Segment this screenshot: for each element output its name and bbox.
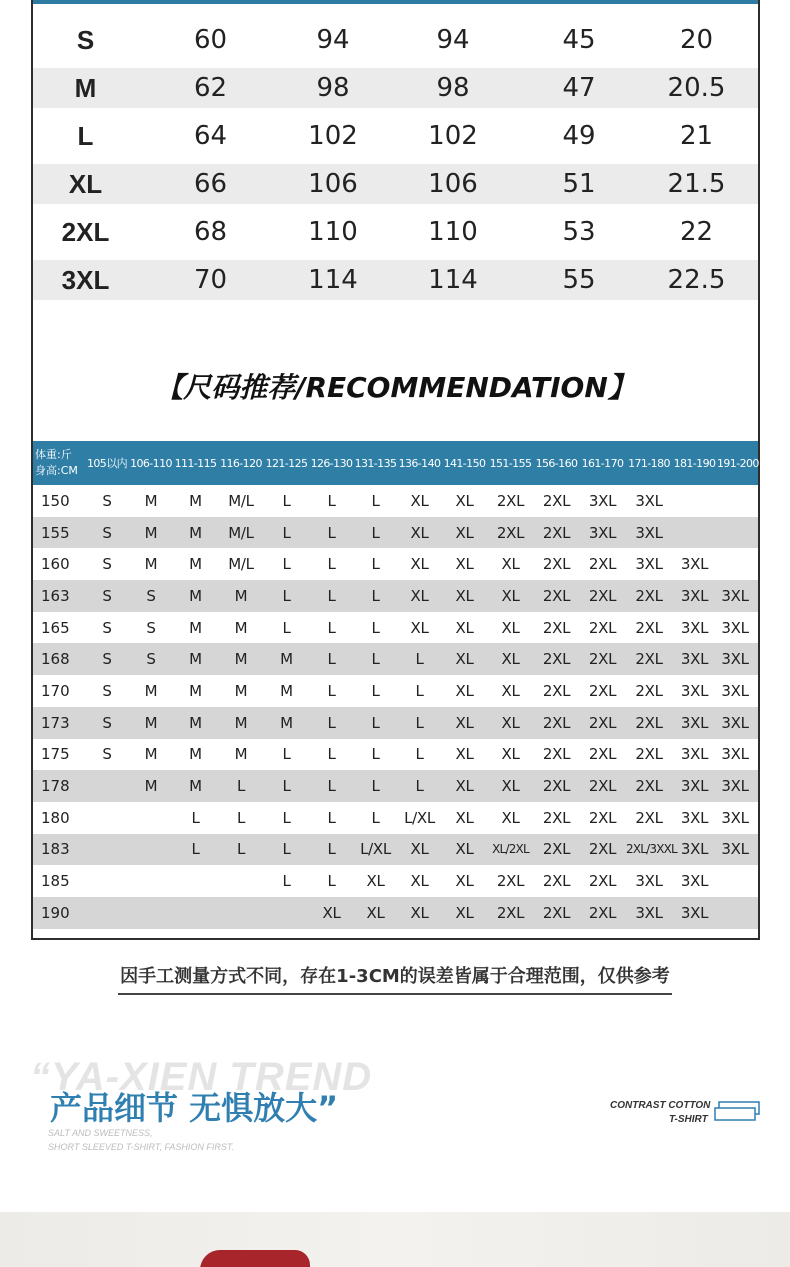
recommended-size: L [327,586,336,605]
detail-title: 产品细节 无惧放大” [50,1089,339,1127]
recommended-size: M [189,491,202,510]
recommended-size: M [189,745,202,764]
weight-range-header: 136-140 [398,456,441,470]
size-value: 106 [308,169,358,199]
recommended-size: 2XL [588,745,617,764]
recommendation-row [33,643,758,675]
recommended-size: 3XL [680,872,709,891]
size-value: 102 [308,121,358,151]
recommended-size: S [102,523,112,542]
recommended-size: L [327,491,336,510]
recommended-size: M/L [228,555,254,574]
recommended-size: L/XL [360,840,391,859]
size-row [33,16,758,64]
recommended-size: L [282,491,291,510]
height-label: 165 [41,618,70,637]
recommended-size: XL [410,618,429,637]
recommended-size: XL [455,618,474,637]
height-label: 175 [41,745,70,764]
weight-range-header: 181-190 [673,456,716,470]
recommended-size: 3XL [680,586,709,605]
recommended-size: M [234,713,248,732]
size-label: L [77,120,94,151]
size-label: 3XL [61,264,110,295]
recommendation-row [33,865,758,897]
size-value: 47 [562,73,596,103]
recommended-size: M [144,745,158,764]
recommended-size: M [189,777,202,796]
size-value: 94 [436,25,470,55]
recommended-size: 2XL [542,586,571,605]
recommended-size: 3XL [635,555,663,574]
size-value: 49 [562,121,596,151]
recommendation-row [33,897,758,929]
weight-range-header: 141-150 [443,456,486,470]
weight-range-header: 161-170 [581,456,624,470]
recommendation-row [33,802,758,834]
recommended-size: XL [455,681,474,700]
recommended-size: L [371,586,380,605]
recommended-size: 2XL [542,745,571,764]
height-label: 155 [41,523,70,542]
recommended-size: 2XL [588,618,617,637]
recommended-size: L [327,650,336,669]
recommended-size: 2XL [542,713,571,732]
recommended-size: 2XL [588,872,617,891]
product-photo-garment [200,1250,310,1267]
recommended-size: L [327,555,336,574]
recommended-size: M [189,650,202,669]
size-value: 60 [193,25,228,55]
recommended-size: M [189,713,202,732]
size-label: M [74,72,97,103]
weight-range-header: 151-155 [489,456,532,470]
brand-watermark: “YA-XIEN TREND [30,1055,373,1099]
weight-range-header: 191-200 [717,456,759,470]
recommended-size: 2XL [542,808,571,827]
weight-range-header: 105以内 [87,457,127,470]
recommended-size: 2XL [542,840,571,859]
recommended-size: 2XL [635,713,663,732]
recommended-size: 2XL [588,713,617,732]
recommended-size: L [327,840,336,859]
detail-subtitle-line2: SHORT SLEEVED T-SHIRT, FASHION FIRST. [48,1142,235,1152]
recommended-size: XL [366,872,385,891]
recommended-size: S [102,713,112,732]
recommended-size: L [415,777,424,796]
recommended-size: M [234,650,248,669]
size-value: 53 [562,217,596,247]
recommended-size: 3XL [635,491,663,510]
recommended-size: 2XL [635,618,663,637]
recommended-size: 2XL [588,555,617,574]
recommended-size: L [371,523,380,542]
height-label: 170 [41,681,70,700]
size-value: 21 [679,121,714,151]
recommended-size: 2XL [635,777,663,796]
product-photo [0,1212,790,1267]
recommended-size: L [415,650,424,669]
recommended-size: XL [410,491,429,510]
recommended-size: M [189,618,202,637]
recommended-size: S [102,491,112,510]
recommended-size: L [327,713,336,732]
axis-height-label: 身高:CM [35,464,78,477]
recommended-size: M [144,713,158,732]
recommended-size: L [282,777,291,796]
recommended-size: XL [410,523,429,542]
contrast-label-line2: T-SHIRT [669,1114,708,1125]
size-value: 55 [562,265,596,295]
size-value: 21.5 [667,169,726,199]
recommended-size: L [327,745,336,764]
height-label: 185 [41,872,70,891]
recommended-size: 2XL [496,872,525,891]
recommended-size: 2XL [588,777,617,796]
recommended-size: 2XL [588,681,617,700]
recommended-size: 3XL [721,777,749,796]
size-value: 114 [428,265,478,295]
recommended-size: L [282,523,291,542]
size-value: 66 [193,169,228,199]
size-value: 68 [193,217,228,247]
recommended-size: M [189,681,202,700]
recommended-size: XL [455,903,474,922]
size-value: 94 [316,25,350,55]
recommended-size: 3XL [721,745,749,764]
recommended-size: 3XL [680,681,709,700]
recommended-size: M [234,586,248,605]
recommended-size: L [236,777,246,796]
recommended-size: 3XL [680,745,709,764]
recommended-size: 2XL [635,808,663,827]
weight-range-header: 121-125 [265,456,308,470]
recommended-size: 2XL [542,872,571,891]
size-value: 45 [562,25,596,55]
recommended-size: XL [501,777,520,796]
recommendation-row [33,612,758,644]
recommended-size: L [327,808,336,827]
size-value: 22.5 [667,265,726,295]
recommended-size: 2XL [588,903,617,922]
recommended-size: XL [455,491,474,510]
recommended-size: L [415,713,424,732]
size-value: 70 [193,265,228,295]
weight-range-header: 131-135 [354,456,397,470]
recommended-size: XL [410,555,429,574]
recommended-size: 2XL [635,681,663,700]
recommended-size: L [236,808,246,827]
recommended-size: M [234,618,248,637]
recommended-size: L [371,745,380,764]
recommended-size: 3XL [680,840,709,859]
weight-range-header: 111-115 [174,456,217,470]
recommended-size: 3XL [721,681,749,700]
recommended-size: XL [501,586,520,605]
recommended-size: XL [501,555,520,574]
recommended-size: 2XL [496,491,525,510]
contrast-label-line1: CONTRAST COTTON [610,1100,711,1111]
recommended-size: XL [455,713,474,732]
axis-weight-label: 体重:斤 [35,448,72,461]
size-row [33,164,758,204]
recommended-size: L [282,872,291,891]
recommended-size: M [234,681,248,700]
recommended-size: L [282,555,291,574]
recommended-size: 3XL [721,650,749,669]
recommended-size: M [280,713,293,732]
recommended-size: L [282,586,291,605]
recommended-size: L [415,681,424,700]
recommendation-row [33,739,758,771]
weight-range-header: 126-130 [310,456,353,470]
recommended-size: 2XL [588,808,617,827]
recommended-size: XL [410,840,429,859]
recommended-size: 2XL [635,745,663,764]
stacked-box-icon [714,1100,762,1124]
recommended-size: L [282,840,291,859]
recommended-size: 3XL [721,808,749,827]
recommended-size: L [191,808,200,827]
recommended-size: M [144,491,158,510]
size-label: S [76,24,95,55]
height-label: 178 [41,777,70,796]
recommended-size: XL [322,903,341,922]
height-label: 160 [41,555,70,574]
recommended-size: M [144,777,158,796]
recommended-size: S [102,586,112,605]
recommended-size: 3XL [588,523,617,542]
size-value: 20.5 [667,73,726,103]
recommended-size: L [371,618,380,637]
size-value: 98 [436,73,470,103]
recommended-size: L [415,745,424,764]
recommended-size: 2XL [588,650,617,669]
size-row [33,68,758,108]
size-row [33,112,758,160]
recommended-size: 2XL [496,523,525,542]
recommended-size: M [189,523,202,542]
recommendation-row [33,517,758,549]
recommended-size: XL [455,872,474,891]
recommended-size: XL [455,523,474,542]
recommended-size: 2XL [635,650,663,669]
recommended-size: L [327,777,336,796]
size-measurement-table [33,16,758,304]
recommended-size: L [282,745,291,764]
recommended-size: L [327,523,336,542]
recommended-size: XL [501,745,520,764]
recommended-size: 2XL [542,903,571,922]
recommendation-header [33,441,758,485]
recommended-size: M [280,681,293,700]
measurement-note-text: 因手工测量方式不同，存在1-3CM的误差皆属于合理范围，仅供参考 [118,962,672,995]
recommended-size: L [371,555,380,574]
recommended-size: L [191,840,200,859]
height-label: 180 [41,808,70,827]
size-value: 22 [679,217,714,247]
weight-range-header: 116-120 [220,456,262,470]
recommended-size: 3XL [635,523,663,542]
recommended-size: L [236,840,246,859]
recommendation-row [33,548,758,580]
recommended-size: XL [455,745,474,764]
weight-range-header: 156-160 [535,456,578,470]
recommendation-row [33,485,758,517]
size-value: 62 [193,73,228,103]
recommended-size: L [371,713,380,732]
recommended-size: 2XL [588,586,617,605]
recommended-size: XL [501,650,520,669]
recommended-size: 2XL [542,523,571,542]
recommended-size: L [327,681,336,700]
weight-range-header: 106-110 [130,456,172,470]
recommended-size: XL [501,681,520,700]
recommended-size: XL [366,903,385,922]
size-value: 51 [562,169,596,199]
recommended-size: 2XL [542,555,571,574]
size-label: 2XL [61,216,110,247]
recommended-size: M/L [228,523,254,542]
recommended-size: L [327,618,336,637]
recommended-size: 3XL [680,903,709,922]
recommended-size: XL [455,808,474,827]
recommended-size: 3XL [588,491,617,510]
recommendation-row [33,770,758,802]
recommended-size: S [102,618,112,637]
size-label: XL [68,168,103,199]
height-label: 163 [41,586,70,605]
recommended-size: S [146,650,156,669]
recommended-size: 3XL [680,777,709,796]
size-value: 98 [316,73,350,103]
recommended-size: L [282,618,291,637]
detail-subtitle-line1: SALT AND SWEETNESS, [48,1128,153,1138]
recommended-size: XL [410,586,429,605]
recommended-size: 2XL [635,586,663,605]
size-value: 64 [193,121,228,151]
recommended-size: L [371,777,380,796]
recommended-size: L [282,808,291,827]
recommended-size: 3XL [721,586,749,605]
recommended-size: M/L [228,491,254,510]
recommended-size: L [327,872,336,891]
recommendation-row [33,675,758,707]
recommended-size: 3XL [721,840,749,859]
recommended-size: S [102,745,112,764]
recommended-size: S [146,618,156,637]
recommended-size: S [102,681,112,700]
recommended-size: XL [501,618,520,637]
recommended-size: XL [455,555,474,574]
recommended-size: 3XL [680,650,709,669]
recommended-size: 3XL [680,808,709,827]
recommended-size: S [102,555,112,574]
recommended-size: 3XL [680,555,709,574]
height-label: 150 [41,491,70,510]
recommended-size: 2XL [542,650,571,669]
recommended-size: XL [455,586,474,605]
size-value: 106 [428,169,478,199]
recommended-size: L/XL [404,808,435,827]
height-label: 173 [41,713,70,732]
recommended-size: XL [410,872,429,891]
recommended-size: 2XL [542,681,571,700]
axis-labels [33,447,85,479]
recommendation-row [33,834,758,866]
recommended-size: L [371,681,380,700]
recommended-size: 3XL [635,872,663,891]
size-row [33,208,758,256]
recommended-size: L [371,650,380,669]
recommended-size: XL [501,808,520,827]
weight-range-header: 171-180 [628,456,670,470]
recommended-size: S [102,650,112,669]
recommended-size: M [144,523,158,542]
recommended-size: M [280,650,293,669]
recommended-size: XL/2XL [492,842,529,857]
recommended-size: M [144,555,158,574]
size-value: 110 [428,217,478,247]
size-row [33,260,758,300]
recommended-size: 2XL [542,618,571,637]
recommended-size: 2XL [542,777,571,796]
recommended-size: 3XL [635,903,663,922]
recommended-size: 2XL/3XXL [626,842,677,857]
recommendation-row [33,707,758,739]
recommended-size: M [189,555,202,574]
height-label: 168 [41,650,70,669]
height-label: 183 [41,840,70,859]
recommended-size: M [144,681,158,700]
size-recommendation-table [33,441,758,929]
size-value: 20 [679,25,714,55]
recommended-size: XL [455,777,474,796]
recommended-size: 3XL [680,713,709,732]
recommendation-row [33,580,758,612]
recommended-size: L [371,491,380,510]
size-value: 102 [428,121,478,151]
recommendation-body [33,485,758,929]
recommended-size: M [234,745,248,764]
recommendation-title: 【尺码推荐/RECOMMENDATION】 [155,371,636,404]
size-value: 114 [308,265,358,295]
recommended-size: 3XL [680,618,709,637]
recommended-size: 2XL [542,491,571,510]
recommended-size: 3XL [721,713,749,732]
recommended-size: XL [501,713,520,732]
recommended-size: XL [455,840,474,859]
recommended-size: XL [455,650,474,669]
recommended-size: 2XL [496,903,525,922]
size-value: 110 [308,217,358,247]
recommended-size: 3XL [721,618,749,637]
recommended-size: XL [410,903,429,922]
recommended-size: 2XL [588,840,617,859]
recommended-size: L [371,808,380,827]
height-label: 190 [41,903,70,922]
recommended-size: M [189,586,202,605]
measurement-note [0,962,790,995]
recommended-size: S [146,586,156,605]
